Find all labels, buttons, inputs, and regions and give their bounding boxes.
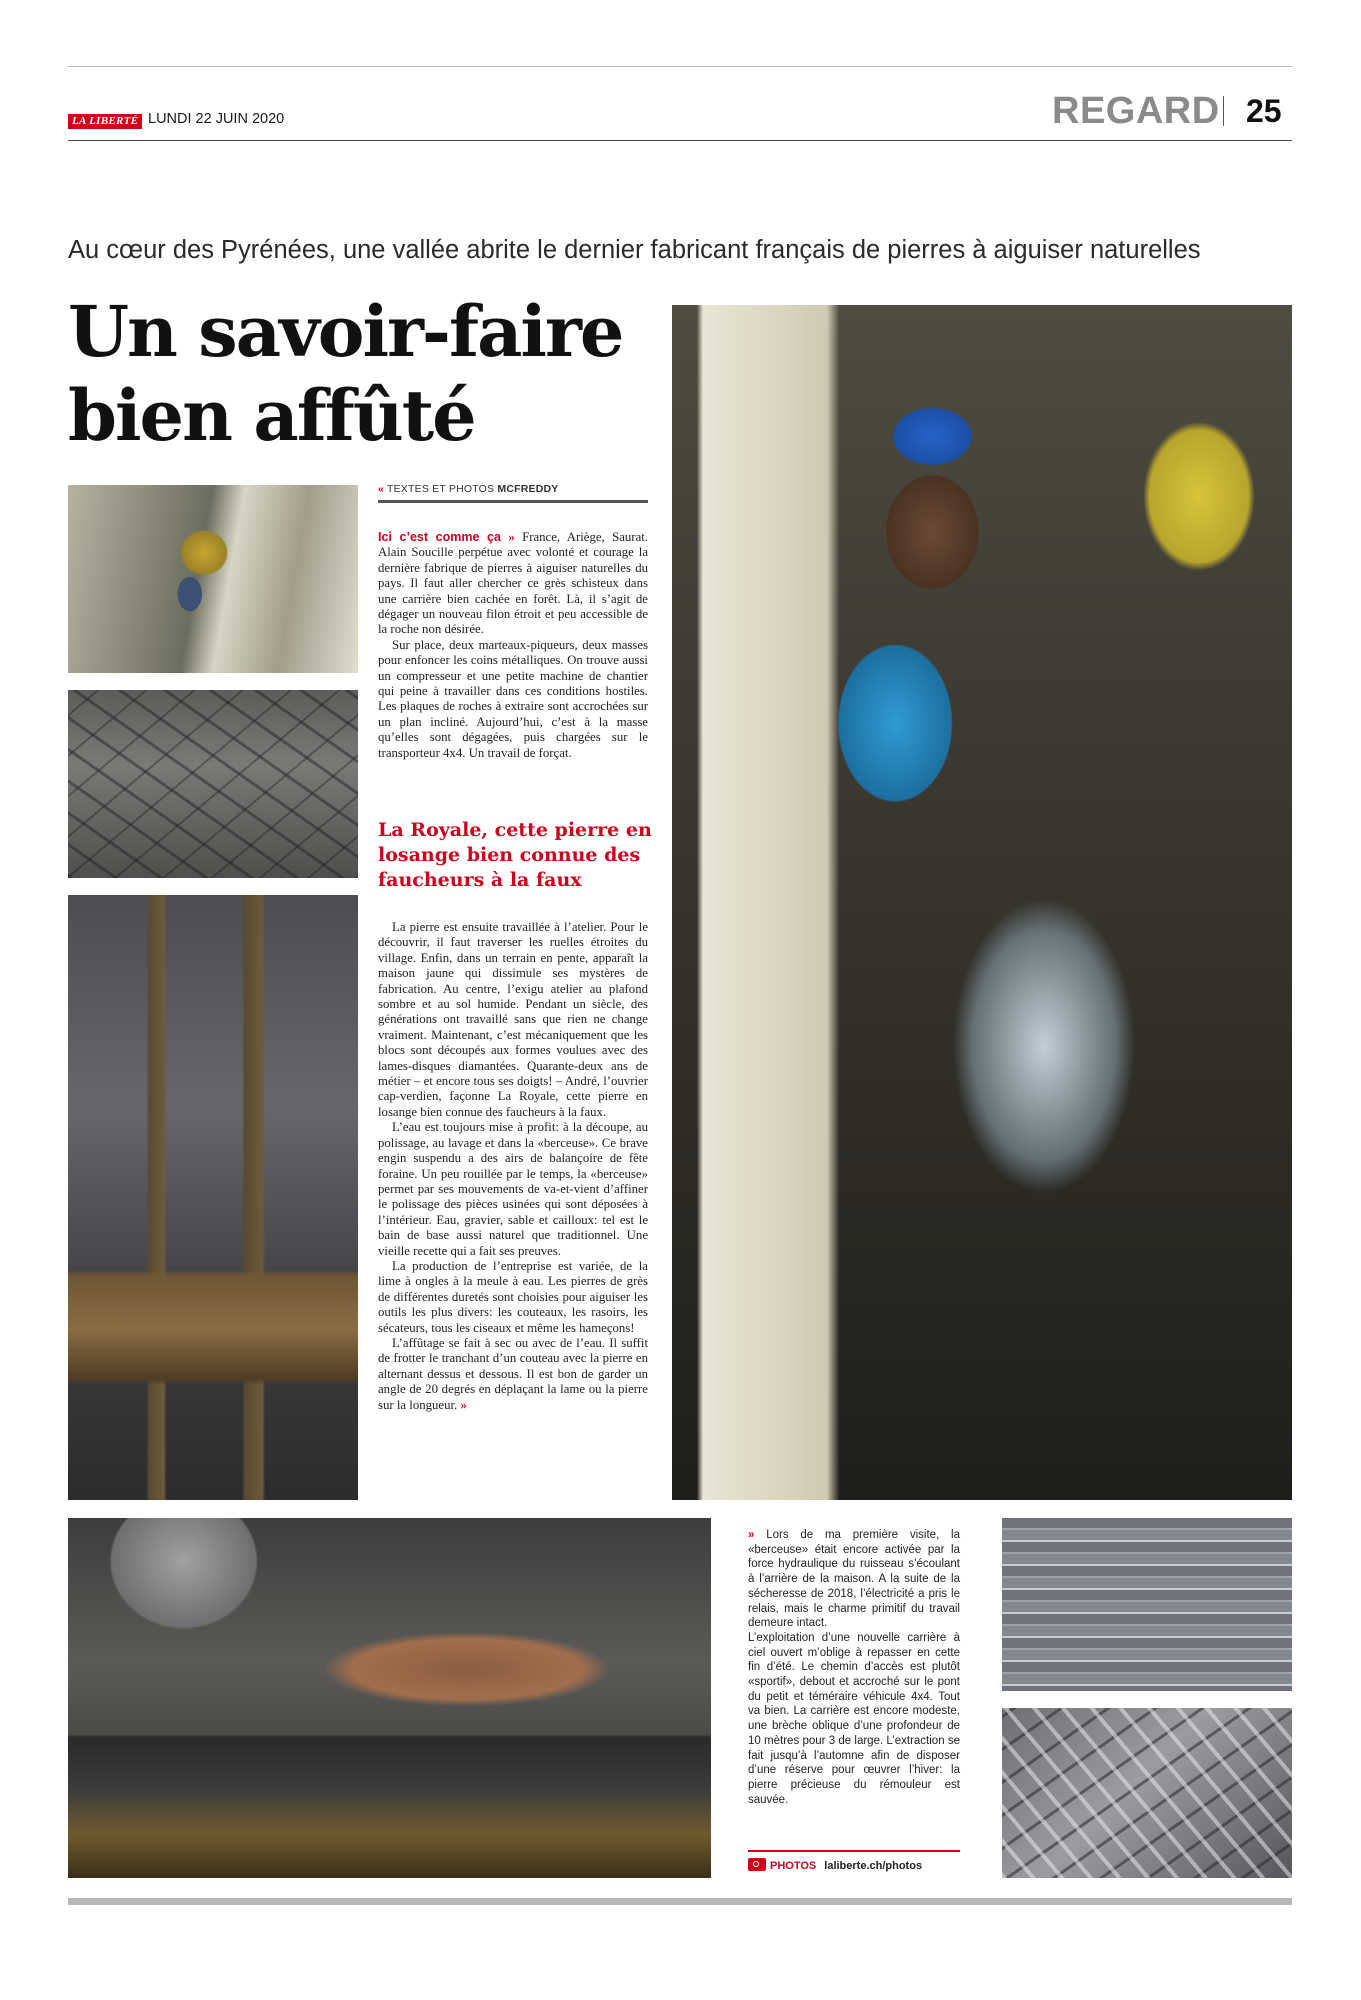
headline-line-2: bien affûté — [68, 374, 475, 457]
end-arrow: » — [460, 1397, 467, 1412]
bottom-rule — [68, 1898, 1292, 1905]
newspaper-logo[interactable]: LA LIBERTÉ — [68, 114, 142, 129]
byline-marker: « — [378, 483, 385, 495]
paragraph-1-text: France, Ariège, Saurat. Alain Soucille perpétue avec volonté et courage la dernière fabrique de pierres à aiguiser naturelles du pays. Il faut aller chercher ce grès schisteux dans une carrière bien cachée en forêt. Là, il s’agit de dégager un nouveau filon étroit et peu accessible de la roche non désirée. — [378, 530, 649, 637]
paragraph-5: La production de l’entreprise est variée, de la lime à ongles à la meule à eau. Les pierres de grès de différentes duretés sont choisies pour aiguiser les outils les plus divers: les couteaux, les rasoirs, les sécateurs, tous les ciseaux et même les hameçons! — [378, 1258, 648, 1335]
paragraph-3: La pierre est ensuite travaillée à l’atelier. Pour le découvrir, il faut traverser les ruelles étroites du village. Enfin, dans un terrain en pente, apparaît la maison jaune qui dissimule ses mystères de fabrication. Au centre, l’exigu atelier au plafond sombre et au sol humide. Pendant un siècle, des générations ont travaillé sans que rien ne change vraiment. Maintenant, c’est mécaniquement que les blocs sont découpés aux formes voulues avec des lames-disques diamantées. Quarante-deux ans de métier – et encore tous ses doigts! – André, l’ouvrier cap-verdien, façonne La Royale, cette pierre en losange bien connue des faucheurs à la faux. — [378, 920, 648, 1119]
page-number: 25 — [1246, 93, 1282, 129]
byline-prefix: TEXTES ET PHOTOS — [386, 483, 495, 495]
photo-quarry-excavator — [68, 485, 358, 673]
photo-berceuse-machine — [68, 895, 358, 1500]
byline — [378, 483, 558, 495]
paragraph-2: Sur place, deux marteaux-piqueurs, deux masses pour enfoncer les coins métalliques. On trouve aussi un compresseur et une petite machine de chantier qui peine à travailler dans ces conditions hostiles. Les plaques de roches à extraire sont accrochées sur un plan incliné. Aujourd’hui, c’est à la masse qu’elles sont dégagées, puis chargées sur le transporteur 4x4. Un travail de forçat. — [378, 637, 648, 760]
lead-arrow: » — [508, 530, 515, 544]
photo-credit[interactable] — [748, 1858, 922, 1872]
byline-rule — [378, 500, 648, 503]
headline — [68, 290, 668, 458]
photo-hands-cutting-stone — [68, 1518, 711, 1878]
header-rule — [68, 140, 1292, 141]
sidebar-paragraph-1 — [748, 1528, 960, 1631]
paragraph-lead — [378, 530, 648, 638]
headline-line-1: Un savoir-faire — [68, 290, 623, 373]
credit-label: PHOTOS — [770, 1860, 817, 1872]
sidebar-text — [748, 1528, 960, 1807]
kicker: Au cœur des Pyrénées, une vallée abrite le dernier fabricant français de pierres à aiguiser naturelles — [68, 236, 1201, 264]
paragraph-4: L’eau est toujours mise à profit: à la découpe, au polissage, au lavage et dans la «berceuse». Ce brave engin suspendu a des airs de balançoire de fête foraine. Un peu rouillée par le temps, la «berceuse» permet par ses mouvements de va-et-vient d’affiner le polissage des pièces usinées qui sont déposées à l’intérieur. Eau, gravier, sable et cailloux: tel est le bain de base aussi naturel que traditionnel. Une vieille recette qui a fait ses preuves. — [378, 1120, 648, 1258]
paragraph-6-text: L’affûtage se fait à sec ou avec de l’eau. Il suffit de frotter le tranchant d’un couteau avec la pierre en alternant dessus et dessous. Il est bon de garder un angle de 20 degrés en déplaçant la lame ou la pierre sur la longueur. — [378, 1335, 648, 1412]
sidebar-paragraph-1-text: Lors de ma première visite, la «berceuse» était encore activée par la force hydraulique du ruisseau s’écoulant à l’arrière de la maison. A la suite de la sécheresse de 2018, l’électricité a pris le relais, mais le charme primitif du travail demeure intact. — [748, 1529, 960, 1630]
byline-author: MCFREDDY — [497, 483, 559, 495]
sidebar-rule — [748, 1850, 960, 1852]
section-separator — [1223, 96, 1224, 126]
intertitle: La Royale, cette pierre en losange bien connue des faucheurs à la faux — [378, 819, 652, 891]
sidebar-arrow: » — [748, 1529, 755, 1541]
photo-stone-slabs — [68, 690, 358, 878]
issue-date: LUNDI 22 JUIN 2020 — [148, 111, 285, 127]
photo-diamond-stones — [1002, 1518, 1292, 1691]
camera-icon — [748, 1858, 766, 1871]
photo-stone-pile — [1002, 1708, 1292, 1878]
lead-label: Ici c’est comme ça — [378, 530, 501, 544]
sidebar-paragraph-2: L’exploitation d’une nouvelle carrière à ciel ouvert m’oblige à repasser en cette fin d’été. Le chemin d’accès est plutôt «sportif», debout et accroché sur le pont du petit et téméraire véhicule 4x4. Tout va bien. La carrière est encore modeste, une brèche oblique d’une profondeur de 10 mètres pour 3 de large. L’extraction se fait jusqu’à l’automne afin de disposer d’une réserve pour œuvrer l’hiver: la pierre précieuse du rémouleur est sauvée. — [748, 1631, 960, 1806]
article-body-column-1 — [378, 530, 648, 761]
paragraph-6 — [378, 1336, 648, 1413]
article-body-column-2 — [378, 920, 648, 1413]
section-title: REGARD — [1052, 90, 1220, 132]
top-rule — [68, 66, 1292, 67]
photo-worker-pouring-water — [672, 305, 1292, 1500]
credit-url[interactable]: laliberte.ch/photos — [824, 1860, 923, 1872]
